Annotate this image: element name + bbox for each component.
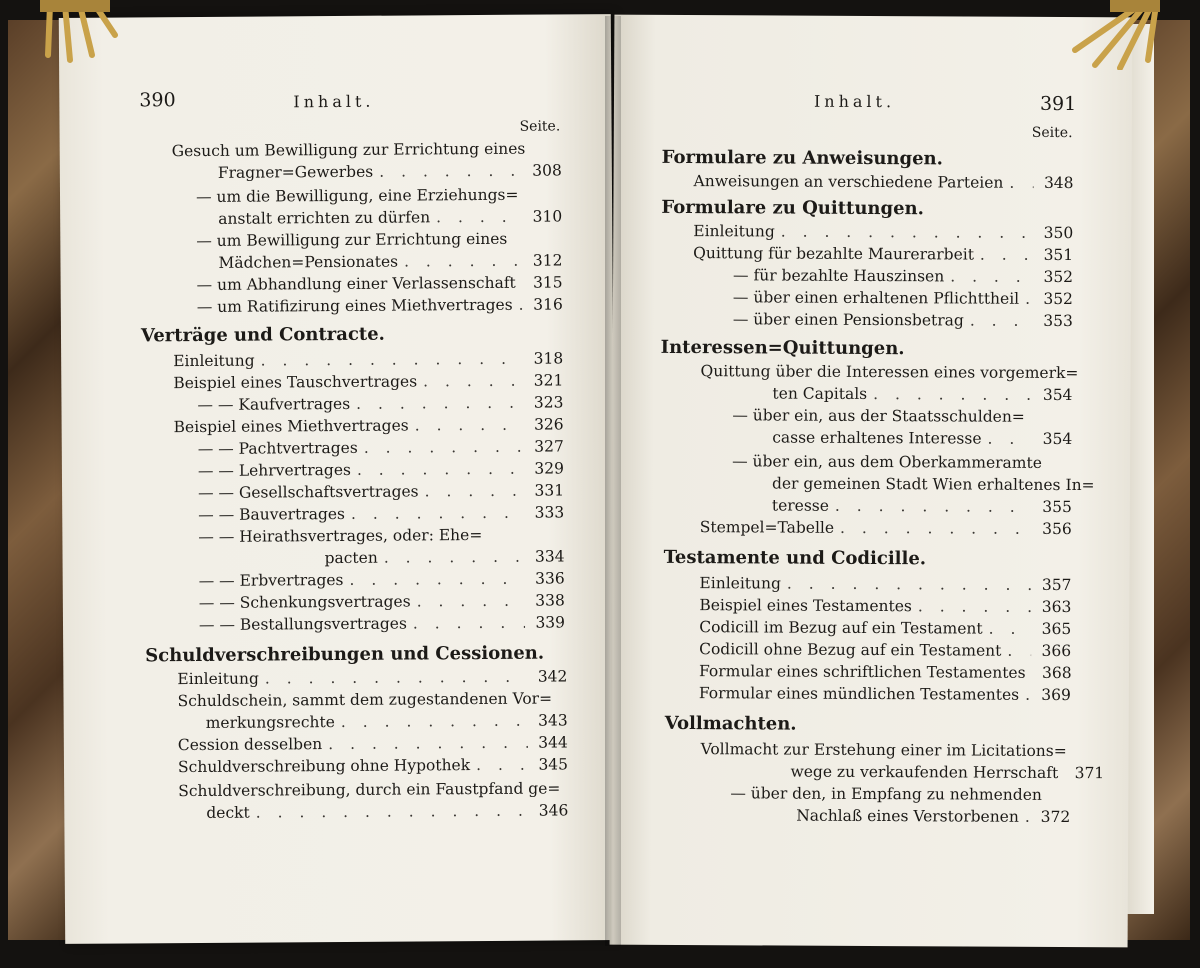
page-clip-icon bbox=[1070, 0, 1160, 70]
section-title: Interessen=Quittungen. bbox=[660, 336, 905, 360]
page-clip-icon bbox=[30, 0, 120, 70]
toc-entry: Einleitung . . . 350 bbox=[693, 221, 1073, 243]
right-page bbox=[610, 15, 1133, 948]
seite-label: Seite. bbox=[1031, 124, 1073, 142]
toc-entry: Quittung für bezahlte Maurerarbeit . . . 351 bbox=[693, 243, 1073, 265]
toc-entry: Gesuch um Bewilligung zur Errichtung eines bbox=[171, 139, 526, 161]
toc-entry: — um Abhandlung einer Verlassenschaft . . . 315 bbox=[197, 272, 563, 295]
toc-entry: der gemeinen Stadt Wien erhaltenes In= bbox=[771, 474, 1095, 495]
toc-entry: Schuldverschreibung, durch ein Faustpfand ge= bbox=[178, 779, 561, 801]
toc-entry: Cession desselben . . . 344 bbox=[178, 732, 568, 755]
toc-entry: Beispiel eines Tauschvertrages . . . 321 bbox=[173, 370, 563, 393]
toc-entry: — über ein, aus dem Oberkammeramte bbox=[732, 452, 1042, 472]
toc-entry: Mädchen=Pensionates . . . 312 bbox=[218, 250, 562, 272]
toc-entry: — — Kaufvertrages . . . 323 bbox=[197, 392, 563, 415]
section-title: Testamente und Codicille. bbox=[663, 546, 927, 570]
section-title: Vollmachten. bbox=[664, 712, 797, 735]
toc-entry: Codicill ohne Bezug auf ein Testament . . . 366 bbox=[699, 639, 1071, 661]
toc-entry: Einleitung . . . 318 bbox=[173, 348, 563, 371]
toc-entry: Quittung über die Interessen eines vorgemerk= bbox=[700, 362, 1079, 383]
toc-entry: Formular eines mündlichen Testamentes . . . 369 bbox=[699, 683, 1071, 705]
toc-entry: Stempel=Tabelle . . . 356 bbox=[700, 517, 1072, 539]
toc-entry: — — Heirathsvertrages, oder: Ehe= bbox=[198, 525, 483, 546]
toc-entry: casse erhaltenes Interesse . . . 354 bbox=[772, 427, 1072, 449]
toc-entry: Schuldverschreibung ohne Hypothek . . . 345 bbox=[178, 754, 568, 777]
page-header: Inhalt. bbox=[813, 91, 896, 112]
toc-entry: Formular eines schriftlichen Testamentes . . . 368 bbox=[699, 661, 1071, 683]
toc-entry: deckt . . . 346 bbox=[206, 800, 568, 823]
toc-entry: — um Bewilligung zur Errichtung eines bbox=[196, 229, 508, 250]
toc-entry: — über ein, aus der Staatsschulden= bbox=[732, 406, 1025, 426]
toc-entry: Codicill im Bezug auf ein Testament . . . 365 bbox=[699, 617, 1071, 639]
seite-label: Seite. bbox=[519, 118, 561, 135]
toc-entry: — — Erbvertrages . . . 336 bbox=[199, 568, 565, 591]
book-gutter bbox=[605, 16, 621, 946]
toc-entry: — über einen Pensionsbetrag . . . 353 bbox=[733, 309, 1073, 331]
toc-entry: Einleitung . . . 357 bbox=[699, 573, 1071, 595]
page-number: 391 bbox=[1039, 92, 1077, 116]
section-title: Verträge und Contracte. bbox=[140, 323, 385, 347]
toc-entry: teresse . . . 355 bbox=[772, 495, 1072, 517]
toc-entry: ten Capitals . . . 354 bbox=[772, 383, 1072, 405]
toc-entry: — — Schenkungsvertrages . . . 338 bbox=[199, 590, 565, 613]
toc-entry: — über einen erhaltenen Pflichttheil . . . 352 bbox=[733, 287, 1073, 309]
toc-entry: Vollmacht zur Erstehung einer im Licitations= bbox=[700, 740, 1067, 761]
page-header: Inhalt. bbox=[293, 91, 375, 112]
section-title: Formulare zu Quittungen. bbox=[661, 196, 924, 220]
toc-entry: wege zu verkaufenden Herrschaft . . . 371 bbox=[790, 762, 1070, 783]
toc-entry: pacten . . . 334 bbox=[324, 546, 564, 568]
toc-entry: — über den, in Empfang zu nehmenden bbox=[730, 784, 1042, 804]
toc-entry: — um Ratifizirung eines Miethvertrages . . . 316 bbox=[197, 294, 563, 317]
toc-entry: anstalt errichten zu dürfen . . . 310 bbox=[218, 206, 562, 228]
toc-entry: Fragner=Gewerbes . . . 308 bbox=[218, 160, 562, 182]
toc-entry: Beispiel eines Testamentes . . . 363 bbox=[699, 595, 1071, 617]
left-page bbox=[59, 14, 617, 944]
toc-entry: — für bezahlte Hauszinsen . . . 352 bbox=[733, 265, 1073, 287]
toc-entry: — — Bestallungsvertrages . . . 339 bbox=[199, 612, 565, 635]
toc-entry: Einleitung . . . 342 bbox=[177, 666, 567, 689]
toc-entry: — — Pachtvertrages . . . 327 bbox=[198, 436, 564, 459]
toc-entry: Beispiel eines Miethvertrages . . . 326 bbox=[174, 414, 564, 437]
toc-entry: Schuldschein, sammt dem zugestandenen Vor= bbox=[177, 689, 553, 711]
toc-entry: — um die Bewilligung, eine Erziehungs= bbox=[195, 185, 519, 206]
section-title: Schuldverschreibungen und Cessionen. bbox=[145, 642, 545, 667]
toc-entry: merkungsrechte . . . 343 bbox=[206, 710, 568, 733]
toc-entry: Nachlaß eines Verstorbenen . . . 372 bbox=[796, 806, 1070, 827]
toc-entry: — — Lehrvertrages . . . 329 bbox=[198, 458, 564, 481]
page-number: 390 bbox=[139, 89, 176, 112]
toc-entry: — — Bauvertrages . . . 333 bbox=[198, 502, 564, 525]
toc-entry: Anweisungen an verschiedene Parteien . . . 348 bbox=[694, 171, 1074, 193]
section-title: Formulare zu Anweisungen. bbox=[661, 146, 943, 170]
toc-entry: — — Gesellschaftsvertrages . . . 331 bbox=[198, 480, 564, 503]
